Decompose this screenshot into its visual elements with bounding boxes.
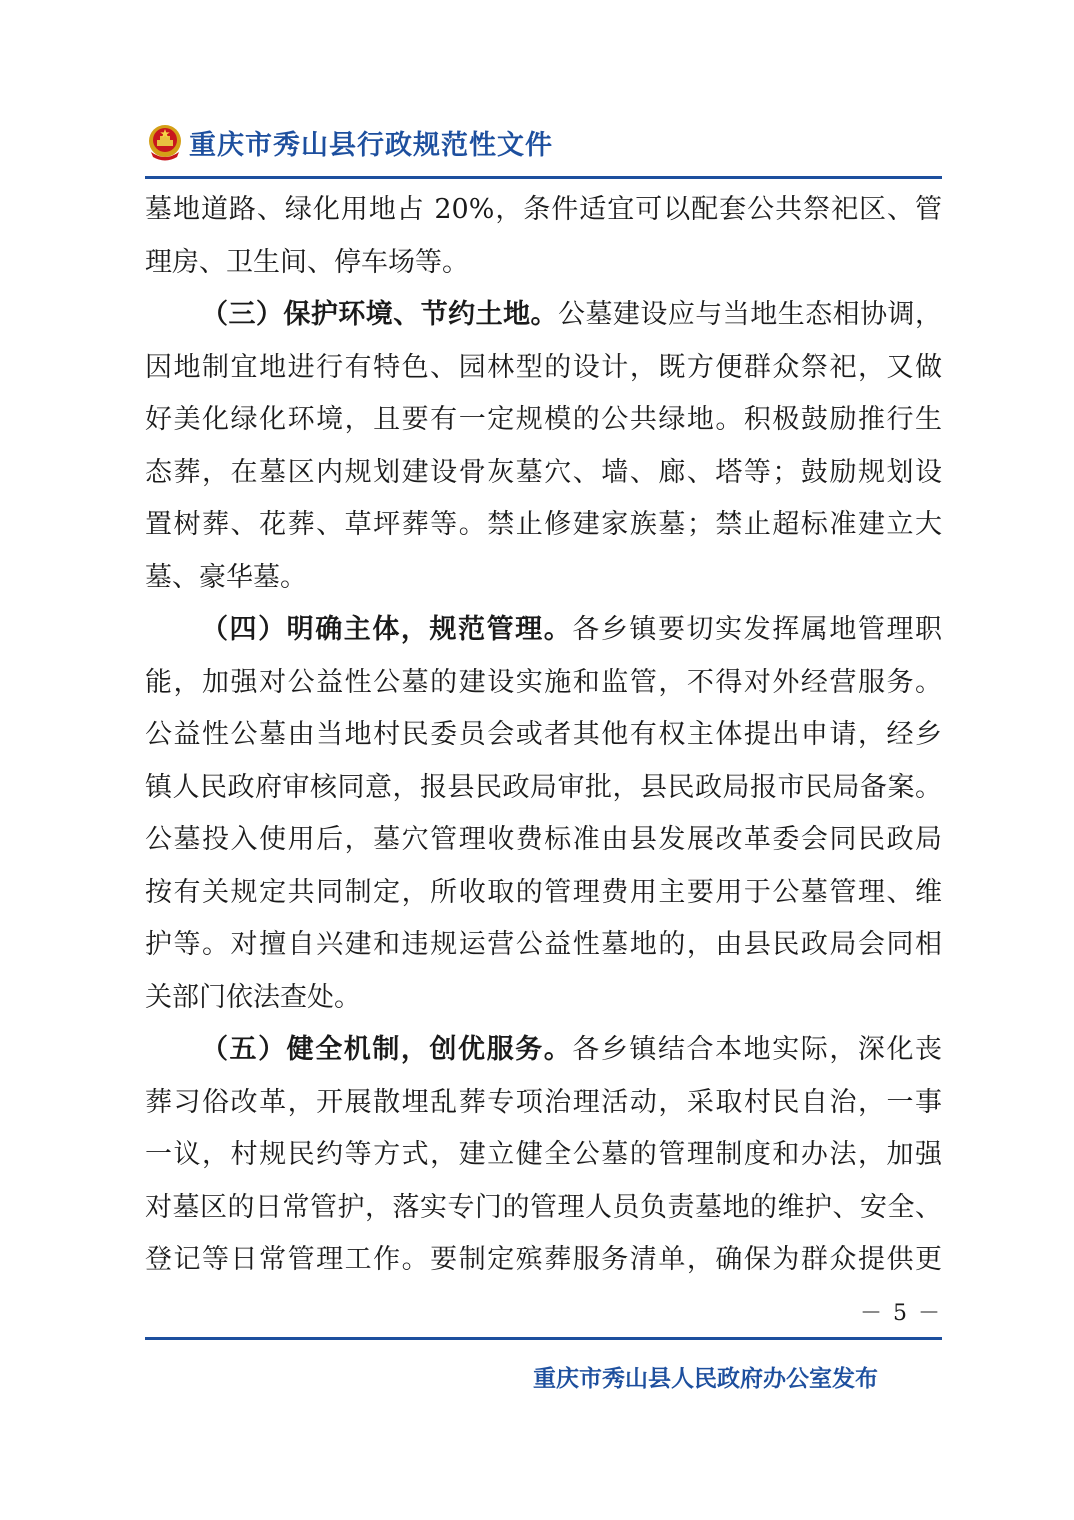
text-fragment: 各乡镇结合本地实际，深化丧	[572, 1034, 943, 1065]
section-heading: （四）明确主体，规范管理。	[201, 614, 573, 645]
text-line	[145, 604, 942, 657]
footer-divider	[145, 1337, 942, 1340]
document-body	[145, 184, 942, 1287]
text-line: 公墓投入使用后，墓穴管理收费标准由县发展改革委会同民政局	[145, 824, 942, 855]
text-line: 一议，村规民约等方式，建立健全公墓的管理制度和办法，加强	[145, 1139, 942, 1170]
text-line: 镇人民政府审核同意，报县民政局审批，县民政局报市民局备案。	[145, 771, 942, 803]
text-line: 置树葬、花葬、草坪葬等。禁止修建家族墓；禁止超标准建立大	[145, 509, 942, 540]
header-divider	[145, 176, 942, 179]
footer-publisher: 重庆市秀山县人民政府办公室发布	[533, 1366, 878, 1392]
text-line: 墓、豪华墓。	[145, 561, 307, 593]
text-line	[145, 289, 942, 342]
text-line	[145, 1024, 942, 1077]
document-header	[145, 122, 553, 162]
text-line: 因地制宜地进行有特色、园林型的设计，既方便群众祭祀，又做	[145, 351, 942, 383]
text-fragment: 各乡镇要切实发挥属地管理职	[572, 614, 943, 645]
section-heading: （五）健全机制，创优服务。	[201, 1034, 573, 1065]
page-number: － 5 －	[860, 1301, 942, 1326]
text-line: 按有关规定共同制定，所收取的管理费用主要用于公墓管理、维	[145, 876, 942, 908]
header-title: 重庆市秀山县行政规范性文件	[189, 129, 553, 161]
text-fragment: 公墓建设应与当地生态相协调，	[558, 299, 942, 330]
text-line: 对墓区的日常管护，落实专门的管理人员负责墓地的维护、安全、	[145, 1191, 942, 1223]
text-line: 能，加强对公益性公墓的建设实施和监管，不得对外经营服务。	[145, 666, 942, 698]
text-line: 登记等日常管理工作。要制定殡葬服务清单，确保为群众提供更	[145, 1244, 942, 1275]
text-line: 护等。对擅自兴建和违规运营公益性墓地的，由县民政局会同相	[145, 929, 942, 960]
section-heading: （三）保护环境、节约土地。	[201, 299, 558, 330]
national-emblem-icon	[145, 122, 185, 162]
text-line: 公益性公墓由当地村民委员会或者其他有权主体提出申请，经乡	[145, 719, 942, 750]
text-line: 葬习俗改革，开展散埋乱葬专项治理活动，采取村民自治，一事	[145, 1086, 942, 1118]
text-line: 理房、卫生间、停车场等。	[145, 246, 469, 278]
text-line: 关部门依法查处。	[145, 981, 361, 1013]
text-line: 态葬，在墓区内规划建设骨灰墓穴、墙、廊、塔等；鼓励规划设	[145, 456, 942, 488]
text-line: 墓地道路、绿化用地占 20%，条件适宜可以配套公共祭祀区、管	[145, 194, 942, 225]
text-line: 好美化绿化环境，且要有一定规模的公共绿地。积极鼓励推行生	[145, 404, 942, 435]
